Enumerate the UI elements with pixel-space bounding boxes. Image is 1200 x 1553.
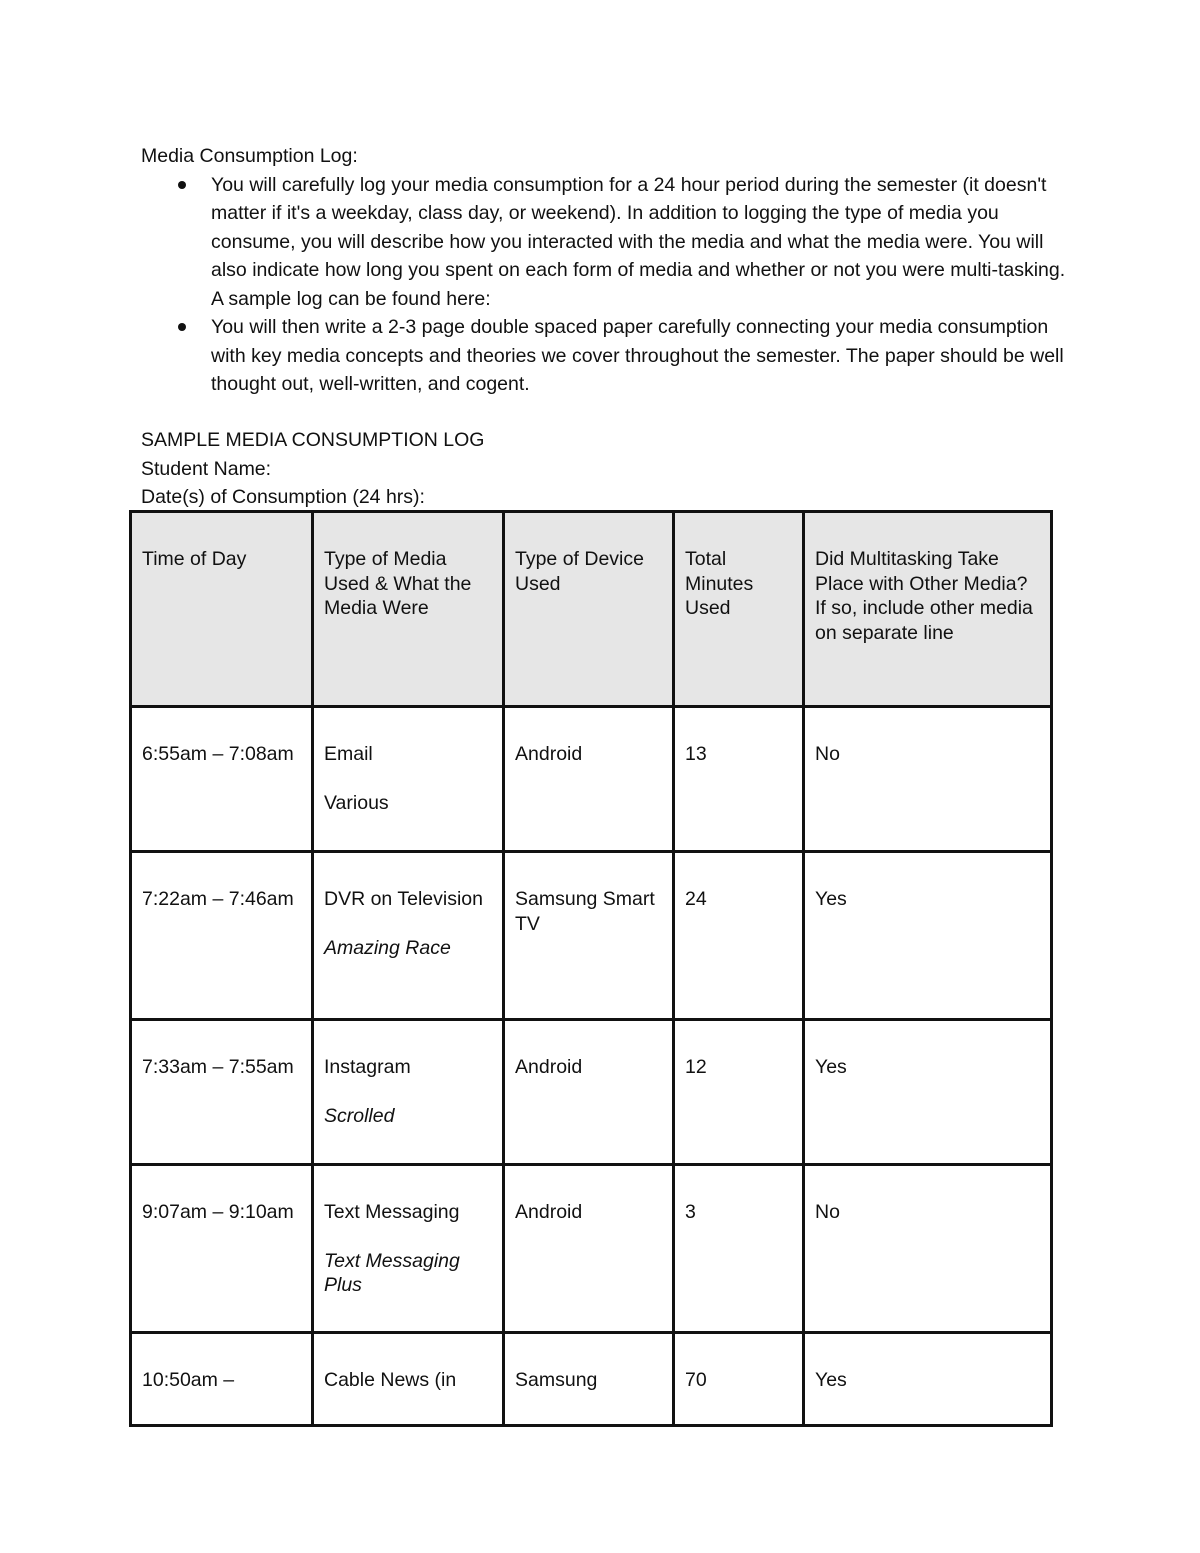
time-cell: 9:07am – 9:10am [131, 1165, 313, 1333]
time-cell: 7:33am – 7:55am [131, 1020, 313, 1165]
table-row [131, 852, 1052, 1020]
time-cell: 6:55am – 7:08am [131, 707, 313, 852]
media-detail: Various [324, 791, 389, 814]
time-cell: 10:50am – [131, 1333, 313, 1426]
table-row [131, 1165, 1052, 1333]
minutes-cell: 3 [674, 1165, 804, 1333]
instruction-item [211, 171, 1071, 314]
table-header-row [131, 512, 1052, 707]
device-cell: Android [504, 707, 674, 852]
table-row [131, 1333, 1052, 1426]
multitask-cell: Yes [804, 1333, 1052, 1426]
media-type: Cable News (in [324, 1369, 457, 1391]
minutes-cell: 12 [674, 1020, 804, 1165]
sample-heading: SAMPLE MEDIA CONSUMPTION LOG [141, 429, 485, 451]
minutes-cell: 70 [674, 1333, 804, 1426]
media-cell [313, 852, 504, 1020]
media-type: DVR on Television [324, 888, 483, 910]
column-header: Type of Device Used [504, 512, 674, 707]
bullet-icon [178, 323, 186, 331]
column-header: Total Minutes Used [674, 512, 804, 707]
device-cell: Android [504, 1020, 674, 1165]
multitask-cell: Yes [804, 1020, 1052, 1165]
column-header: Type of Media Used & What the Media Were [313, 512, 504, 707]
media-cell [313, 707, 504, 852]
intro-title: Media Consumption Log: [141, 145, 358, 167]
sample-log-header [141, 426, 484, 512]
media-log-table [129, 510, 1053, 1427]
multitask-cell: No [804, 707, 1052, 852]
media-detail: Text Messaging Plus [324, 1249, 460, 1296]
time-cell: 7:22am – 7:46am [131, 852, 313, 1020]
device-cell: Android [504, 1165, 674, 1333]
instruction-text: You will carefully log your media consumption for a 24 hour period during the semester (it doesn't matter if it's a weekday, class day, or weekend). In addition to logging the type of media you consume, you will describe how you interacted with the media and what the media were. You will also indicate how long you spent on each form of media and whether or not you were multi-tasking. A sample log can be found here: [211, 173, 1066, 310]
bullet-icon [178, 181, 186, 189]
media-type: Instagram [324, 1056, 411, 1078]
media-cell [313, 1165, 504, 1333]
multitask-cell: Yes [804, 852, 1052, 1020]
device-cell: Samsung [504, 1333, 674, 1426]
instruction-text: You will then write a 2-3 page double spaced paper carefully connecting your media consumption with key media concepts and theories we cover throughout the semester. The paper should be well thought out, well-written, and cogent. [211, 316, 1064, 395]
minutes-cell: 24 [674, 852, 804, 1020]
column-header: Time of Day [131, 512, 313, 707]
table-row [131, 707, 1052, 852]
student-name-label: Student Name: [141, 457, 272, 480]
table-row [131, 1020, 1052, 1165]
instruction-list [141, 171, 1071, 399]
multitask-cell: No [804, 1165, 1052, 1333]
media-type: Text Messaging [324, 1201, 460, 1223]
dates-label: Date(s) of Consumption (24 hrs): [141, 486, 425, 508]
media-cell [313, 1020, 504, 1165]
minutes-cell: 13 [674, 707, 804, 852]
media-type: Email [324, 743, 373, 765]
intro-section [141, 142, 1071, 399]
media-detail: Amazing Race [324, 936, 451, 959]
device-cell: Samsung Smart TV [504, 852, 674, 1020]
column-header: Did Multitasking Take Place with Other Media? If so, include other media on separate line [804, 512, 1052, 707]
media-cell [313, 1333, 504, 1426]
instruction-item [211, 313, 1071, 399]
media-detail: Scrolled [324, 1104, 395, 1127]
